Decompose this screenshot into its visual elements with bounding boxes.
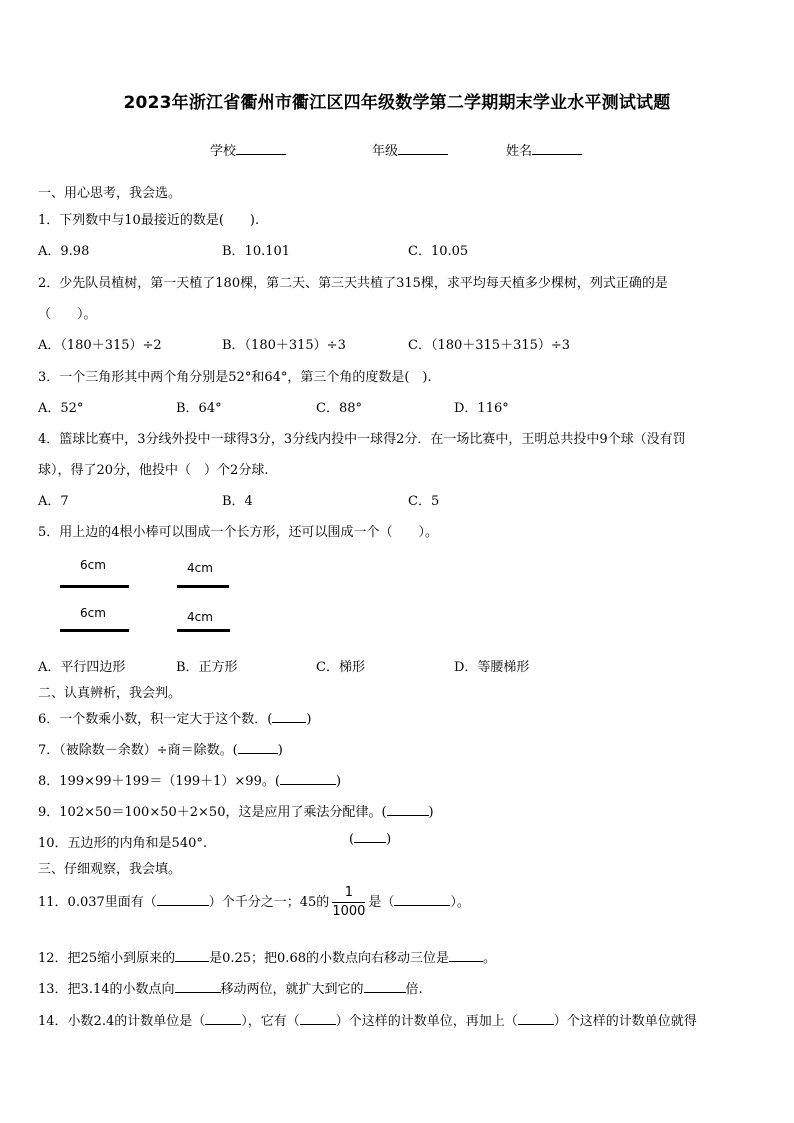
- stick-6cm-top: [60, 585, 129, 588]
- q7-paren-close: ): [277, 743, 283, 758]
- grade-field: [372, 140, 448, 159]
- question-12: [38, 947, 496, 966]
- page-title: 2023年浙江省衢州市衢江区四年级数学第二学期期末学业水平测试试题: [123, 93, 671, 113]
- q6-paren-close: ): [306, 712, 312, 727]
- question-13: [38, 978, 423, 997]
- q3-option-c: C．88°: [316, 401, 362, 416]
- q3-option-d: D．116°: [454, 401, 509, 416]
- stick-4cm-top: [177, 585, 229, 588]
- q2-option-a: A．（180＋315）÷2: [38, 338, 162, 353]
- q14-blank-3: [518, 1024, 554, 1025]
- q5-option-c: C．梯形: [316, 660, 365, 675]
- q11-blank-1: [157, 905, 209, 906]
- stick-label-1: 6cm: [80, 558, 106, 572]
- q12-text-start: 12．把25缩小到原来的: [38, 951, 176, 966]
- q11-text-mid: ）个千分之一；45的: [208, 895, 330, 910]
- q13-blank-2: [364, 992, 406, 993]
- school-blank: [236, 142, 286, 155]
- section-2-heading: 二、认真辨析，我会判。: [38, 686, 182, 701]
- q5-option-d: D．等腰梯形: [454, 660, 530, 675]
- q6-text: 6．一个数乘小数，积一定大于这个数．(: [38, 712, 273, 727]
- q9-text: 9．102×50＝100×50＋2×50，这是应用了乘法分配律。(: [38, 805, 387, 820]
- q14-text-m1: ），它有（: [241, 1014, 300, 1029]
- q14-text-m2: ）个这样的计数单位，再加上（: [335, 1014, 518, 1029]
- q12-blank-2: [449, 961, 483, 962]
- q11-text-post: 是（: [368, 895, 395, 910]
- school-label: 学校: [210, 144, 237, 159]
- q6-answer-blank: [272, 722, 306, 723]
- q11-blank-2: [394, 905, 450, 906]
- question-4-cont: 球），得了20分，他投中（ ）个2分球.: [38, 463, 269, 478]
- question-3: 3．一个三角形其中两个角分别是52°和64°，第三个角的度数是( ).: [38, 370, 432, 385]
- q11-fraction: [332, 884, 365, 921]
- name-blank: [532, 142, 582, 155]
- q5-option-b: B．正方形: [176, 660, 238, 675]
- question-2-cont: （ ）。: [38, 307, 97, 322]
- q2-option-c: C．（180＋315＋315）÷3: [408, 338, 571, 353]
- q4-option-b: B．4: [222, 494, 253, 509]
- q1-option-b: B．10.101: [222, 244, 291, 259]
- q13-blank-1: [175, 992, 221, 993]
- q12-text-mid: 是0.25；把0.68的小数点向右移动三位是: [209, 951, 449, 966]
- question-6: [38, 708, 311, 727]
- q10-answer-blank: [354, 842, 386, 843]
- q8-paren-close: ): [335, 774, 342, 789]
- q13-text-start: 13．把3.14的小数点向: [38, 982, 175, 997]
- q3-option-a: A．52°: [38, 401, 84, 416]
- q4-option-c: C．5: [408, 494, 440, 509]
- q9-answer-blank: [387, 815, 429, 816]
- q2-option-b: B．（180＋315）÷3: [222, 338, 346, 353]
- q14-text-end: ）个这样的计数单位就得: [553, 1014, 697, 1029]
- name-field: [506, 140, 582, 159]
- q4-option-a: A．7: [38, 494, 69, 509]
- question-8: [38, 770, 341, 789]
- stick-6cm-bottom: [60, 629, 129, 632]
- q14-blank-1: [205, 1024, 241, 1025]
- stick-label-3: 6cm: [80, 606, 106, 620]
- q8-text: 8．199×99＋199＝（199＋1）×99。(: [38, 774, 280, 789]
- q7-text: 7．（被除数－余数）÷商＝除数。(: [38, 743, 238, 758]
- q12-blank-1: [175, 961, 209, 962]
- question-9: [38, 801, 434, 820]
- grade-blank: [398, 142, 448, 155]
- section-1-heading: 一、用心思考，我会选。: [38, 186, 182, 201]
- q10-paren-close: ): [386, 832, 392, 847]
- question-7: [38, 739, 283, 758]
- school-field: [210, 140, 286, 159]
- q7-answer-blank: [238, 753, 278, 754]
- q10-answer: [349, 832, 391, 847]
- question-2: 2．少先队员植树，第一天植了180棵，第二天、第三天共植了315棵，求平均每天植多少棵树，列式正确的是: [38, 276, 668, 291]
- stick-label-2: 4cm: [187, 561, 213, 575]
- question-10: 10．五边形的内角和是540°.: [38, 836, 207, 851]
- q13-text-end: 倍.: [405, 982, 423, 997]
- q14-text-start: 14．小数2.4的计数单位是（: [38, 1014, 206, 1029]
- q12-text-end: 。: [483, 951, 497, 966]
- q14-blank-2: [300, 1024, 336, 1025]
- q11-fraction-denominator: 1000: [332, 904, 366, 919]
- question-5: 5．用上边的4根小棒可以围成一个长方形，还可以围成一个（ ）。: [38, 525, 439, 540]
- question-1: 1．下列数中与10最接近的数是( ).: [38, 213, 260, 228]
- question-11: [38, 884, 470, 921]
- q3-option-b: B．64°: [176, 401, 222, 416]
- q11-text-end: ）。: [450, 895, 470, 910]
- stick-label-4: 4cm: [187, 610, 213, 624]
- q1-option-a: A．9.98: [38, 244, 90, 259]
- stick-4cm-bottom: [177, 629, 230, 632]
- q11-fraction-numerator: 1: [332, 884, 365, 903]
- question-4: 4．篮球比赛中，3分线外投中一球得3分，3分线内投中一球得2分．在一场比赛中，王明总共投中9个球（没有罚: [38, 432, 686, 447]
- q9-paren-close: ): [428, 805, 434, 820]
- section-3-heading: 三、仔细观察，我会填。: [38, 862, 182, 877]
- q13-text-mid: 移动两位，就扩大到它的: [220, 982, 364, 997]
- q10-paren-open: (: [349, 832, 355, 847]
- grade-label: 年级: [372, 144, 399, 159]
- q1-option-c: C．10.05: [408, 244, 469, 259]
- q5-option-a: A．平行四边形: [38, 660, 126, 675]
- q8-answer-blank: [280, 784, 336, 785]
- name-label: 姓名: [506, 144, 533, 159]
- question-14: [38, 1010, 697, 1029]
- q11-text-start: 11．0.037里面有（: [38, 895, 157, 910]
